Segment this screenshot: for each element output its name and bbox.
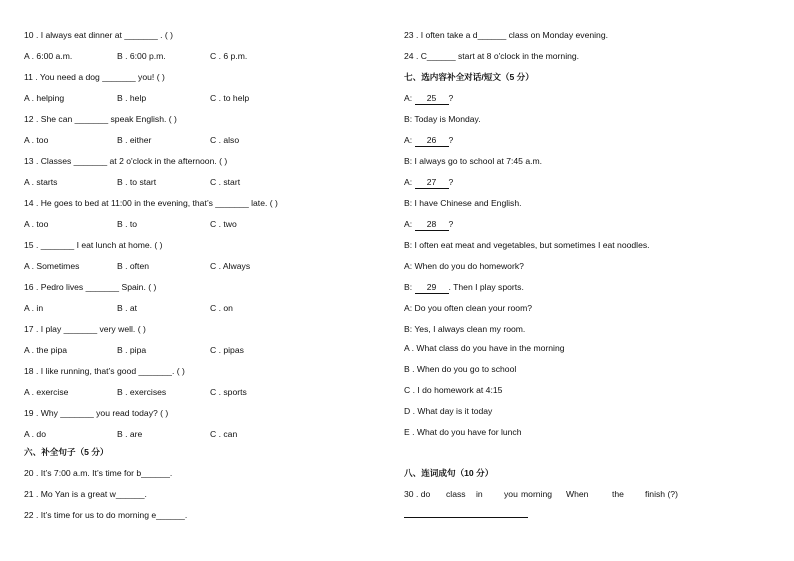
answer-line[interactable] (404, 517, 528, 518)
option-a-q13[interactable]: A . starts (24, 177, 58, 187)
option-b-q18[interactable]: B . exercises (117, 387, 167, 397)
line-suffix: . Then I play sports. (448, 282, 524, 292)
option-b-q13[interactable]: B . to start (117, 177, 157, 187)
question-16: 16 . Pedro lives _______ Spain. ( ) (24, 282, 157, 292)
speaker-label: A: (404, 219, 415, 229)
question-14: 14 . He goes to bed at 11:00 in the evening, that’s _______ late. ( ) (24, 198, 278, 208)
word-tile: morning (521, 489, 553, 499)
line-suffix: ? (448, 177, 454, 187)
option-b-q17[interactable]: B . pipa (117, 345, 147, 355)
question-23: 23 . I often take a d______ class on Monday evening. (404, 30, 609, 40)
question-20: 20 . It’s 7:00 a.m. It’s time for b______. (24, 468, 173, 478)
speaker-label: B: (404, 282, 415, 292)
question-21: 21 . Mo Yan is a great w______. (24, 489, 147, 499)
word-tile: When (566, 489, 589, 499)
dialogue-line: B: Today is Monday. (404, 114, 481, 124)
option-a-q19[interactable]: A . do (24, 429, 46, 439)
question-11: 11 . You need a dog _______ you! ( ) (24, 72, 165, 82)
question-22: 22 . It’s time for us to do morning e______. (24, 510, 188, 520)
option-a-q11[interactable]: A . helping (24, 93, 65, 103)
option-c-q17[interactable]: C . pipas (210, 345, 244, 355)
dialogue-line: A: When do you do homework? (404, 261, 524, 271)
option-a-q16[interactable]: A . in (24, 303, 44, 313)
choice-b: B . When do you go to school (404, 364, 517, 374)
blank-25[interactable]: 25 (415, 93, 449, 105)
question-12: 12 . She can _______ speak English. ( ) (24, 114, 177, 124)
word-tile: class (446, 489, 466, 499)
option-c-q19[interactable]: C . can (210, 429, 238, 439)
word-tile: in (476, 489, 483, 499)
option-a-q17[interactable]: A . the pipa (24, 345, 68, 355)
option-a-q15[interactable]: A . Sometimes (24, 261, 80, 271)
dialogue-line: B: Yes, I always clean my room. (404, 324, 526, 334)
option-c-q13[interactable]: C . start (210, 177, 241, 187)
dialogue-line (404, 135, 453, 147)
word-tile: you (504, 489, 518, 499)
question-17: 17 . I play _______ very well. ( ) (24, 324, 146, 334)
choice-e: E . What do you have for lunch (404, 427, 522, 437)
line-suffix: ? (448, 93, 454, 103)
option-a-q10[interactable]: A . 6:00 a.m. (24, 51, 73, 61)
option-b-q19[interactable]: B . are (117, 429, 143, 439)
option-b-q12[interactable]: B . either (117, 135, 152, 145)
dialogue-line (404, 282, 524, 294)
blank-27[interactable]: 27 (415, 177, 449, 189)
speaker-label: A: (404, 93, 415, 103)
word-tile: finish (?) (645, 489, 678, 499)
dialogue-line (404, 219, 453, 231)
option-a-q18[interactable]: A . exercise (24, 387, 69, 397)
option-b-q14[interactable]: B . to (117, 219, 138, 229)
dialogue-line (404, 93, 453, 105)
option-b-q16[interactable]: B . at (117, 303, 138, 313)
question-24: 24 . C______ start at 8 o'clock in the morning. (404, 51, 580, 61)
question-19: 19 . Why _______ you read today? ( ) (24, 408, 169, 418)
option-c-q15[interactable]: C . Always (210, 261, 251, 271)
question-10: 10 . I always eat dinner at _______ . ( ) (24, 30, 174, 40)
option-b-q11[interactable]: B . help (117, 93, 147, 103)
blank-29[interactable]: 29 (415, 282, 449, 294)
blank-28[interactable]: 28 (415, 219, 449, 231)
word-tile: the (612, 489, 624, 499)
option-b-q15[interactable]: B . often (117, 261, 150, 271)
dialogue-line: B: I often eat meat and vegetables, but sometimes I eat noodles. (404, 240, 650, 250)
option-c-q18[interactable]: C . sports (210, 387, 247, 397)
option-c-q12[interactable]: C . also (210, 135, 240, 145)
speaker-label: A: (404, 135, 415, 145)
question-13: 13 . Classes _______ at 2 o'clock in the afternoon. ( ) (24, 156, 228, 166)
speaker-label: A: (404, 177, 415, 187)
option-a-q14[interactable]: A . too (24, 219, 49, 229)
dialogue-line (404, 177, 453, 189)
choice-a: A . What class do you have in the morning (404, 343, 565, 353)
section-6-title: 六、补全句子（5 分） (24, 447, 109, 457)
option-c-q14[interactable]: C . two (210, 219, 237, 229)
section-7-title: 七、选内容补全对话/短文（5 分） (404, 72, 534, 82)
option-c-q16[interactable]: C . on (210, 303, 233, 313)
question-15: 15 . _______ I eat lunch at home. ( ) (24, 240, 163, 250)
dialogue-line: B: I have Chinese and English. (404, 198, 522, 208)
option-c-q10[interactable]: C . 6 p.m. (210, 51, 248, 61)
section-8-title: 八、连词成句（10 分） (404, 468, 494, 478)
dialogue-line: A: Do you often clean your room? (404, 303, 533, 313)
line-suffix: ? (448, 135, 454, 145)
option-b-q10[interactable]: B . 6:00 p.m. (117, 51, 166, 61)
line-suffix: ? (448, 219, 454, 229)
question-30-number: 30 . do (404, 489, 431, 499)
question-18: 18 . I like running, that’s good _______. ( ) (24, 366, 185, 376)
choice-d: D . What day is it today (404, 406, 493, 416)
option-a-q12[interactable]: A . too (24, 135, 49, 145)
blank-26[interactable]: 26 (415, 135, 449, 147)
option-c-q11[interactable]: C . to help (210, 93, 250, 103)
choice-c: C . I do homework at 4:15 (404, 385, 503, 395)
dialogue-line: B: I always go to school at 7:45 a.m. (404, 156, 543, 166)
